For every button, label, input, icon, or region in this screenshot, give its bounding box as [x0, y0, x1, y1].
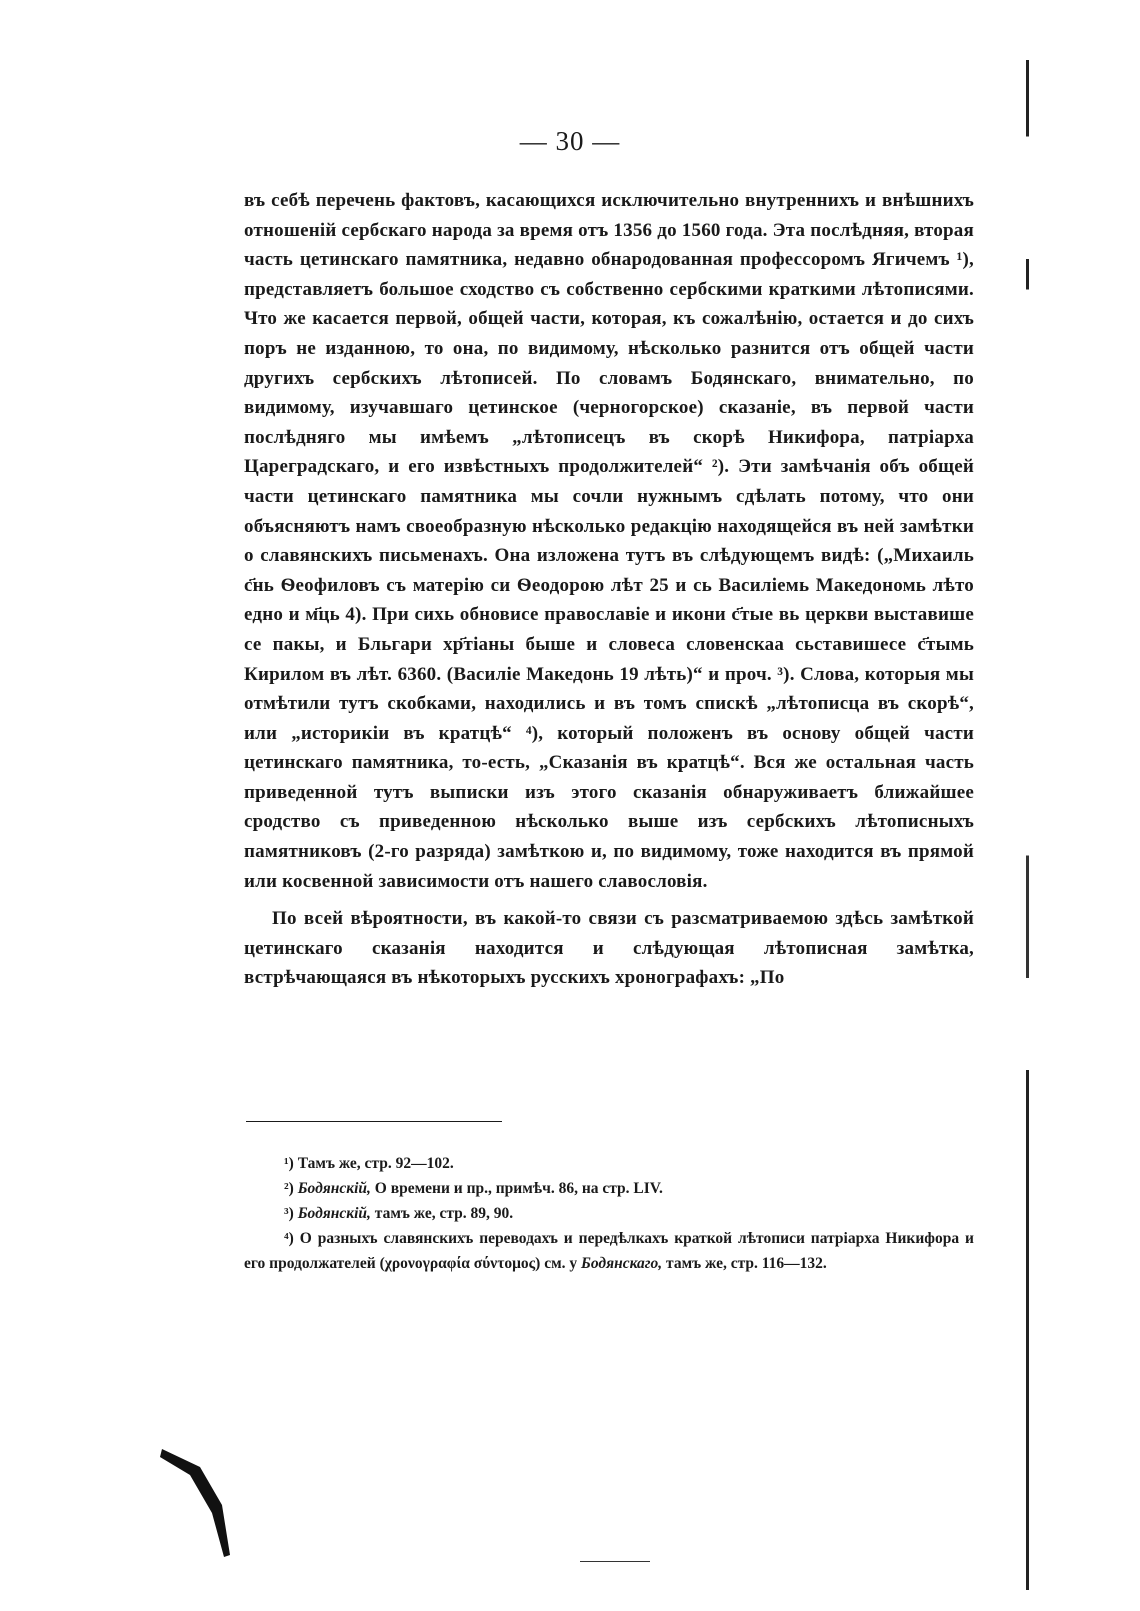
- paragraph-2: По всей вѣроятности, въ какой-то связи съ разсматриваемою здѣсь замѣткой цетинскаго сказанія находится и слѣдующая лѣтописная замѣтка, встрѣчающаяся въ нѣкоторыхъ русскихъ хронографахъ: „По: [244, 908, 974, 989]
- footnote-mark: ³): [284, 1205, 294, 1222]
- footnote-author: Бодянскаго,: [581, 1255, 663, 1272]
- footnote-mark: ¹): [284, 1155, 294, 1172]
- paragraph-1: въ себѣ перечень фактовъ, касающихся исключительно внутреннихъ и внѣшнихъ отношеній сербскаго народа за время отъ 1356 до 1560 года. Эта послѣдняя, вторая часть цетинскаго памятника, недавно обнародованная профессоромъ Ягичемъ ¹), представляетъ большое сходство съ собственно сербскими краткими лѣтописями. Что же касается первой, общей части, которая, къ сожалѣнію, остается и до сихъ поръ не изданною, то она, по видимому, нѣсколько разнится отъ общей части другихъ сербскихъ лѣтописей. По словамъ Бодянскаго, внимательно, по видимому, изучавшаго цетинское (черногорское) сказаніе, въ первой части послѣдняго мы имѣемъ „лѣтописецъ въ скорѣ Никифора, патріарха Цареградскаго, и его извѣстныхъ продолжителей“ ²). Эти замѣчанія объ общей части цетинскаго памятника мы сочли нужнымъ сдѣлать потому, что они объясняютъ намъ своеобразную нѣсколько редакцію находящейся въ ней замѣтки о славянскихъ письменахъ. Она изложена тутъ въ слѣдующемъ видѣ: („Михаиль с҃нь Ѳеофиловъ съ матерію си Ѳеодорою лѣт 25 и сь Василіемь Македономь лѣто едно и м҃ць 4). При сихь обновисе православіе и икони с҃тые вь церкви выставише се пакы, и Бльгари хр҃тіаны быше и словеса словенскаа сьставишесе с҃тымь Кирилом въ лѣт. 6360. (Василіе Македонь 19 лѣть)“ и проч. ³). Слова, которыя мы отмѣтили тутъ скобками, находились и въ томъ спискѣ „лѣтописца въ скорѣ“, или „историкіи въ кратцѣ“ ⁴), который положенъ въ основу общей части цетинскаго памятника, то-есть, „Сказанія въ кратцѣ“. Вся же остальная часть приведенной тутъ выписки изъ этого сказанія обнаруживаетъ ближайшее сродство съ приведенною нѣсколько выше изъ сербскихъ лѣтописныхъ памятниковъ (2-го разряда) замѣткою и, по видимому, тоже находится въ прямой или косвенной зависимости отъ нашего славословія.: [244, 190, 974, 892]
- footnote-text: тамъ же, стр. 89, 90.: [374, 1205, 514, 1222]
- footnote-text: см. у: [544, 1255, 578, 1272]
- footnote-separator: [246, 1121, 502, 1122]
- footnote-mark: ⁴): [284, 1230, 294, 1247]
- footnote-text: Тамъ же, стр. 92—102.: [297, 1155, 454, 1172]
- main-text: [244, 186, 974, 993]
- footnote-author: Бодянскій,: [297, 1180, 371, 1197]
- footnote-1: [244, 1151, 974, 1176]
- footnote-author: Бодянскій,: [297, 1205, 371, 1222]
- footnote-greek: (χρονογραφία σύντομος): [379, 1255, 541, 1272]
- footnotes: [244, 1151, 974, 1276]
- footnote-2: [244, 1176, 974, 1201]
- page-edge-shadow: [1026, 60, 1029, 1590]
- footnote-text: О времени и пр., примѣч. 86, на стр. LIV.: [374, 1180, 663, 1197]
- footnote-text: тамъ же, стр. 116—132.: [666, 1255, 827, 1272]
- footnote-text: О разныхъ славянскихъ переводахъ и передѣлкахъ краткой лѣтописи патріарха Никифора и его продолжателей: [244, 1230, 974, 1272]
- scan-artifact-mark: [160, 1445, 230, 1565]
- footnote-4: [244, 1226, 974, 1276]
- page-number: — 30 —: [519, 126, 621, 156]
- bottom-rule: [580, 1561, 650, 1562]
- footnote-3: [244, 1201, 974, 1226]
- footnote-mark: ²): [284, 1180, 294, 1197]
